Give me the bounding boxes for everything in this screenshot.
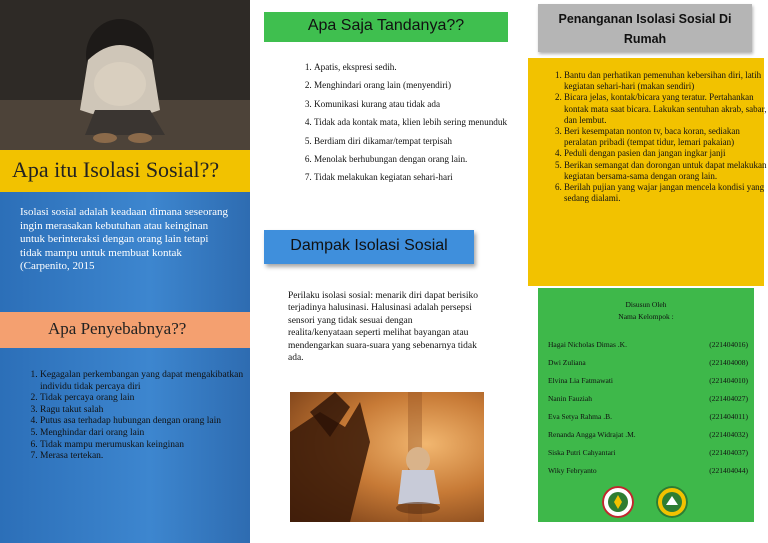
member-id: (221404008)	[709, 358, 748, 367]
group-label: Nama Kelompok :	[618, 312, 674, 321]
list-item: 4. Peduli dengan pasien dan jangan ingkar janji	[564, 148, 768, 159]
handling-list	[542, 70, 768, 204]
impact-text: Perilaku isolasi sosial: menarik diri dapat berisiko terjadinya halusinasi. Halusinasi adalah persepsi sensori yang tidak sesuai dengan realita/kenyataan seperti melihat bayangan atau mendengarkan suara-suara yang sebenarnya tidak ada.	[288, 291, 478, 364]
list-item: 4. Putus asa terhadap hubungan dengan orang lain	[40, 416, 250, 428]
list-item: 5. Berdiam diri dikamar/tempat terpisah	[314, 132, 524, 150]
school-logo-icon	[602, 486, 634, 518]
causes-heading: Apa Penyebabnya??	[48, 319, 187, 338]
list-item: 3. Beri kesempatan nonton tv, baca koran, sediakan peralatan pribadi (tempat tidur, lemari pakaian)	[564, 126, 768, 148]
handling-header	[538, 4, 752, 52]
what-is-heading: Apa itu Isolasi Sosial??	[12, 157, 220, 182]
impact-heading: Dampak Isolasi Sosial	[290, 237, 448, 254]
list-item: 2. Bicara jelas, kontak/bicara yang teratur. Pertahankan kontak mata saat bicara. Lakukan sentuhan akrab, sabar, dan lembut.	[564, 92, 768, 126]
member-name: Eva Setya Rahma .B.	[548, 412, 612, 421]
member-id: (221404011)	[709, 412, 748, 421]
shadow-illustration	[290, 392, 484, 522]
list-item: 2. Menghindari orang lain (menyendiri)	[314, 76, 524, 94]
member-id: (221404010)	[709, 376, 748, 385]
member-id: (221404027)	[709, 394, 748, 403]
list-item: 4. Tidak ada kontak mata, klien lebih sering menunduk	[314, 113, 524, 131]
definition-box	[0, 192, 250, 312]
compiled-by-label: Disusun Oleh	[625, 300, 667, 309]
member-name: Siska Putri Cahyantari	[548, 448, 616, 457]
section-title-what-is	[0, 150, 250, 192]
section-title-causes	[0, 312, 250, 348]
list-item: 6. Tidak mampu merumuskan keinginan	[40, 440, 250, 452]
member-id: (221404032)	[709, 430, 748, 439]
member-name: Dwi Zuliana	[548, 358, 586, 367]
signs-header	[264, 12, 508, 42]
causes-list	[22, 370, 250, 463]
signs-list	[298, 58, 524, 187]
list-item: 1. Apatis, ekspresi sedih.	[314, 58, 524, 76]
list-item: 7. Tidak melakukan kegiatan sehari-hari	[314, 168, 524, 186]
handling-heading: Penanganan Isolasi Sosial Di Rumah	[558, 12, 732, 46]
list-item: 3. Ragu takut salah	[40, 405, 250, 417]
university-logo-icon	[656, 486, 688, 518]
right-panel	[524, 0, 768, 543]
member-id: (221404016)	[709, 340, 748, 349]
causes-box	[0, 348, 250, 543]
sad-person-photo	[0, 0, 250, 150]
left-panel	[0, 0, 250, 543]
authors-title	[538, 299, 754, 323]
member-name: Nanin Fauziah	[548, 394, 592, 403]
authors-box	[538, 288, 754, 522]
shadow-child-photo	[290, 392, 484, 522]
handling-box	[528, 58, 767, 286]
list-item: 1. Kegagalan perkembangan yang dapat mengakibatkan individu tidak percaya diri	[40, 370, 250, 393]
sad-person-illustration	[0, 0, 250, 150]
member-name: Hagai Nicholas Dimas .K.	[548, 340, 627, 349]
list-item: 2. Tidak percaya orang lain	[40, 393, 250, 405]
list-item: 5. Menghindar dari orang lain	[40, 428, 250, 440]
list-item: 7. Merasa tertekan.	[40, 451, 250, 463]
list-item: 3. Komunikasi kurang atau tidak ada	[314, 95, 524, 113]
signs-heading: Apa Saja Tandanya??	[307, 17, 465, 34]
list-item: 5. Berikan semangat dan dorongan untuk dapat melakukan kegiatan bersama-sama dengan orang lain.	[564, 160, 768, 182]
member-id: (221404037)	[709, 448, 748, 457]
definition-text: Isolasi sosial adalah keadaan dimana seseorang ingin merasakan kebutuhan atau keinginan untuk berinteraksi dengan orang lain tetapi tidak mampu untuk membuat kontak (Carpenito, 2015	[20, 206, 229, 272]
member-id: (221404044)	[709, 466, 748, 475]
member-name: Wiky Febryanto	[548, 466, 597, 475]
list-item: 6. Berilah pujian yang wajar jangan mencela kondisi yang sedang dialami.	[564, 182, 768, 204]
member-name: Renanda Angga Widrajat .M.	[548, 430, 636, 439]
impact-header	[264, 230, 474, 264]
member-name: Elvina Lia Fatmawati	[548, 376, 613, 385]
list-item: 6. Menolak berhubungan dengan orang lain.	[314, 150, 524, 168]
list-item: 1. Bantu dan perhatikan pemenuhan kebersihan diri, latih kegiatan sehari-hari (makan sendiri)	[564, 70, 768, 92]
